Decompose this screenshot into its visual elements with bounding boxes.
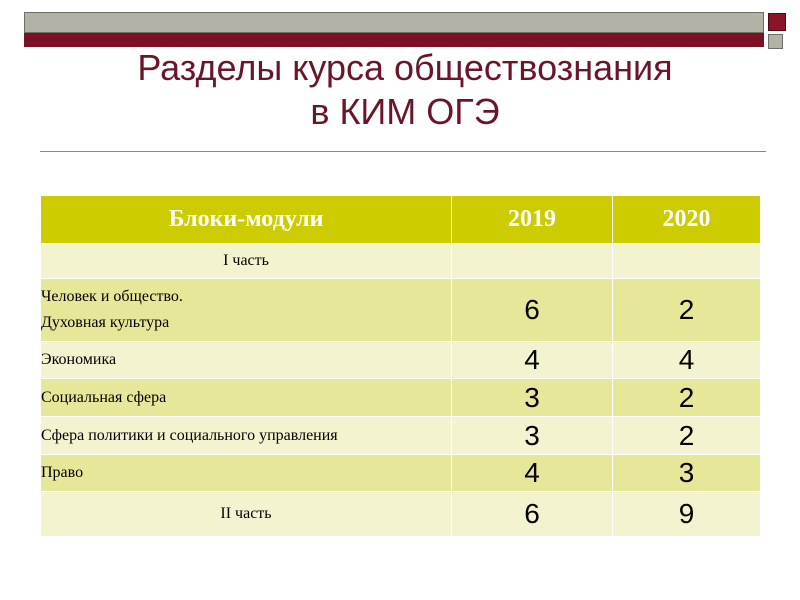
header-2020: 2020 xyxy=(613,196,761,244)
table-row xyxy=(41,279,761,342)
row-label-economy: Экономика xyxy=(41,342,452,379)
row-value-2019 xyxy=(452,244,613,279)
row-label-part1: I часть xyxy=(41,244,452,279)
row-value-2020: 2 xyxy=(613,279,761,342)
row-value-2020: 4 xyxy=(613,342,761,379)
row-label-law: Право xyxy=(41,455,452,492)
header-red-bar xyxy=(24,33,764,47)
title-line-2: в КИМ ОГЭ xyxy=(310,91,500,132)
header-2019: 2019 xyxy=(452,196,613,244)
table-row xyxy=(41,244,761,279)
table-header-row xyxy=(41,196,761,244)
title-line-1: Разделы курса обществознания xyxy=(137,47,673,88)
row-value-2020 xyxy=(613,244,761,279)
page-title xyxy=(60,46,750,134)
row-value-2020: 3 xyxy=(613,455,761,492)
header-square-red xyxy=(768,13,786,31)
row-value-2020: 2 xyxy=(613,379,761,417)
row-label-politics: Сфера политики и социального управления xyxy=(41,417,452,455)
row-value-2019: 4 xyxy=(452,342,613,379)
row-value-2019: 3 xyxy=(452,379,613,417)
header-grey-bar xyxy=(24,12,764,33)
header-square-grey xyxy=(768,34,783,49)
row-label-part2: II часть xyxy=(41,492,452,537)
modules-table xyxy=(40,195,761,537)
table-row xyxy=(41,492,761,537)
row-label-line-1: Человек и общество. xyxy=(41,288,183,305)
row-value-2019: 6 xyxy=(452,492,613,537)
row-label-person-society xyxy=(41,279,452,342)
decorative-header-bar xyxy=(24,12,785,48)
table-row xyxy=(41,342,761,379)
row-label-social: Социальная сфера xyxy=(41,379,452,417)
row-label-line-2: Духовная культура xyxy=(41,314,170,331)
table-row xyxy=(41,417,761,455)
header-modules: Блоки-модули xyxy=(41,196,452,244)
row-value-2019: 6 xyxy=(452,279,613,342)
table-row xyxy=(41,379,761,417)
row-value-2019: 3 xyxy=(452,417,613,455)
row-value-2019: 4 xyxy=(452,455,613,492)
table-row xyxy=(41,455,761,492)
row-value-2020: 2 xyxy=(613,417,761,455)
title-divider xyxy=(40,151,766,152)
row-value-2020: 9 xyxy=(613,492,761,537)
